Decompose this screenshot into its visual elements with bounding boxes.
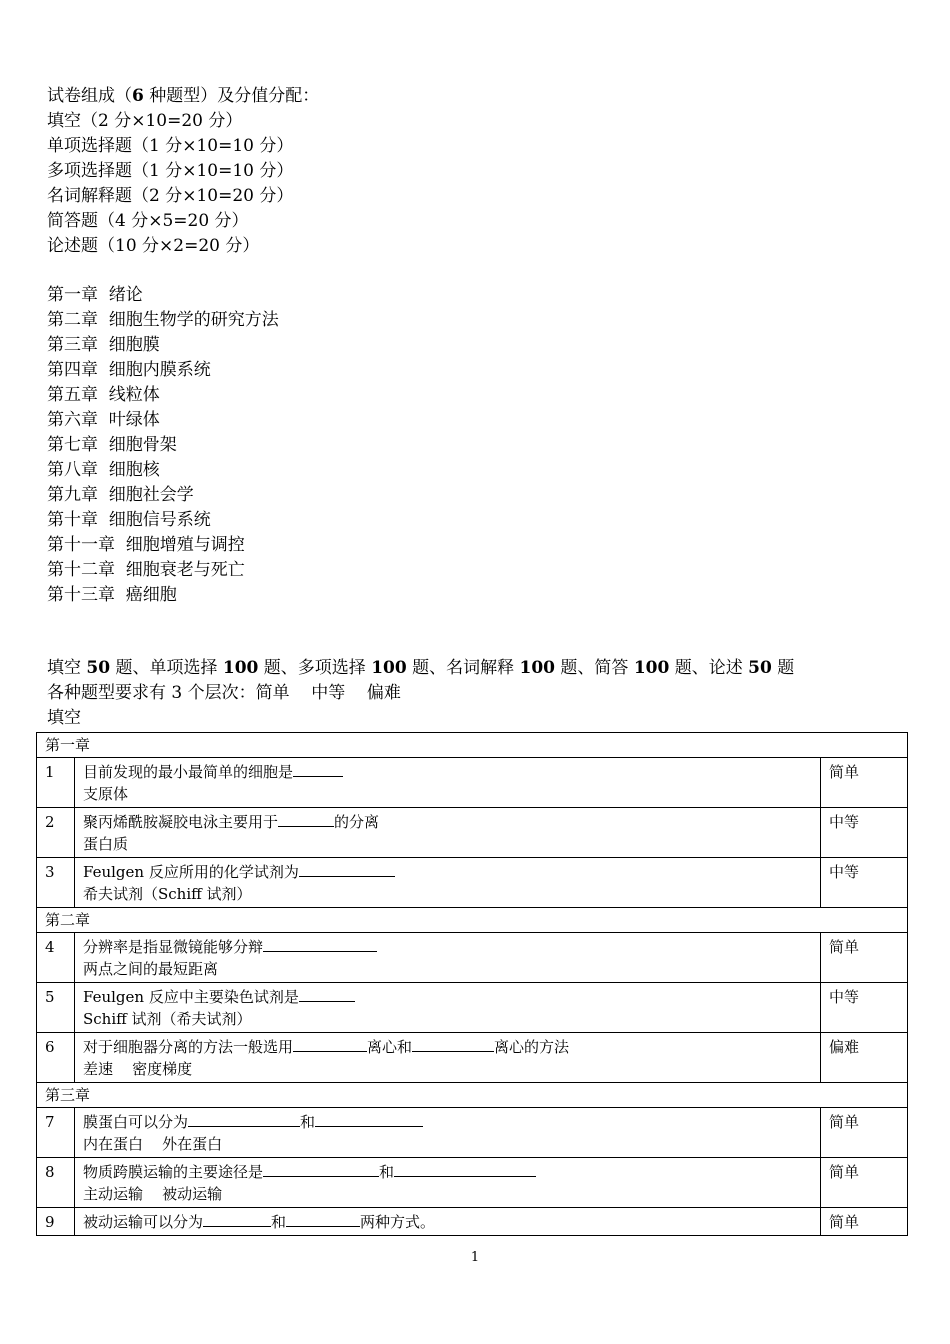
question-text: 两种方式。 — [360, 1213, 436, 1231]
question-text: 对于细胞器分离的方法一般选用 — [83, 1038, 294, 1056]
composition-heading: 试卷组成（6 种题型）及分值分配： — [47, 86, 320, 106]
answer-blank — [263, 1161, 379, 1177]
question-number: 1 — [37, 758, 75, 808]
question-cell — [75, 1158, 821, 1208]
question-text: 被动运输可以分为 — [83, 1213, 204, 1231]
answer-blank — [299, 861, 395, 877]
question-cell — [75, 1208, 821, 1236]
answer-text: 希夫试剂（Schiff 试剂） — [83, 885, 252, 903]
difficulty-label: 中等 — [821, 808, 908, 858]
difficulty-levels: 各种题型要求有 3 个层次：简单 中等 偏难 — [47, 683, 401, 703]
chapter-label: 第一章 — [37, 733, 908, 758]
question-text: 物质跨膜运输的主要途径是 — [83, 1163, 264, 1181]
question-text: 离心的方法 — [494, 1038, 570, 1056]
chapter-item: 第十章 细胞信号系统 — [47, 510, 211, 530]
question-cell — [75, 758, 821, 808]
question-row — [37, 758, 908, 808]
fill-blank-table — [36, 732, 908, 1236]
chapter-item: 第十一章 细胞增殖与调控 — [47, 535, 245, 555]
question-number: 5 — [37, 983, 75, 1033]
question-counts: 填空 50 题、单项选择 100 题、多项选择 100 题、名词解释 100 题、简答 100 题、论述 50 题 — [47, 658, 795, 678]
question-text: 和 — [271, 1213, 287, 1231]
chapter-item: 第五章 线粒体 — [47, 385, 160, 405]
difficulty-label: 中等 — [821, 858, 908, 908]
chapter-row — [37, 733, 908, 758]
difficulty-label: 简单 — [821, 1208, 908, 1236]
question-row — [37, 1158, 908, 1208]
chapter-item: 第二章 细胞生物学的研究方法 — [47, 310, 279, 330]
question-row — [37, 1108, 908, 1158]
answer-text: Schiff 试剂（希夫试剂） — [83, 1010, 252, 1028]
answer-blank — [286, 1211, 360, 1227]
answer-blank — [394, 1161, 536, 1177]
question-number: 8 — [37, 1158, 75, 1208]
difficulty-label: 偏难 — [821, 1033, 908, 1083]
answer-blank — [203, 1211, 271, 1227]
question-text: 膜蛋白可以分为 — [83, 1113, 189, 1131]
question-summary — [47, 656, 794, 731]
question-text: 离心和 — [367, 1038, 413, 1056]
question-number: 4 — [37, 933, 75, 983]
difficulty-label: 简单 — [821, 933, 908, 983]
question-number: 3 — [37, 858, 75, 908]
answer-text: 支原体 — [83, 785, 129, 803]
answer-blank — [412, 1036, 494, 1052]
chapter-item: 第八章 细胞核 — [47, 460, 160, 480]
chapter-item: 第三章 细胞膜 — [47, 335, 160, 355]
chapter-item: 第九章 细胞社会学 — [47, 485, 194, 505]
question-text: Feulgen 反应中主要染色试剂是 — [83, 988, 299, 1006]
question-cell — [75, 1033, 821, 1083]
chapter-label: 第三章 — [37, 1083, 908, 1108]
answer-blank — [315, 1111, 423, 1127]
question-cell — [75, 1108, 821, 1158]
score-line: 名词解释题（2 分×10=20 分） — [47, 186, 294, 206]
answer-text: 差速 密度梯度 — [83, 1060, 193, 1078]
question-text: 和 — [379, 1163, 395, 1181]
question-number: 2 — [37, 808, 75, 858]
score-line: 多项选择题（1 分×10=10 分） — [47, 161, 294, 181]
question-row — [37, 933, 908, 983]
question-text: 和 — [300, 1113, 316, 1131]
question-cell — [75, 983, 821, 1033]
answer-blank — [188, 1111, 300, 1127]
question-row — [37, 1033, 908, 1083]
chapter-row — [37, 1083, 908, 1108]
section-title: 填空 — [47, 708, 81, 728]
score-line: 填空（2 分×10=20 分） — [47, 111, 243, 131]
question-row — [37, 983, 908, 1033]
difficulty-label: 中等 — [821, 983, 908, 1033]
question-row — [37, 1208, 908, 1236]
score-line: 论述题（10 分×2=20 分） — [47, 236, 260, 256]
chapter-row — [37, 908, 908, 933]
question-text: 的分离 — [334, 813, 380, 831]
answer-text: 两点之间的最短距离 — [83, 960, 219, 978]
chapter-item: 第一章 绪论 — [47, 285, 143, 305]
question-number: 9 — [37, 1208, 75, 1236]
chapter-list — [47, 283, 279, 608]
answer-blank — [263, 936, 377, 952]
question-number: 6 — [37, 1033, 75, 1083]
question-text: Feulgen 反应所用的化学试剂为 — [83, 863, 299, 881]
chapter-item: 第七章 细胞骨架 — [47, 435, 177, 455]
difficulty-label: 简单 — [821, 758, 908, 808]
answer-blank — [293, 1036, 367, 1052]
question-number: 7 — [37, 1108, 75, 1158]
difficulty-label: 简单 — [821, 1108, 908, 1158]
question-cell — [75, 808, 821, 858]
chapter-item: 第六章 叶绿体 — [47, 410, 160, 430]
question-row — [37, 858, 908, 908]
exam-composition — [47, 84, 319, 259]
chapter-item: 第十三章 癌细胞 — [47, 585, 177, 605]
question-cell — [75, 933, 821, 983]
question-text: 聚丙烯酰胺凝胶电泳主要用于 — [83, 813, 279, 831]
question-text: 分辨率是指显微镜能够分辩 — [83, 938, 264, 956]
answer-text: 蛋白质 — [83, 835, 129, 853]
question-row — [37, 808, 908, 858]
chapter-item: 第十二章 细胞衰老与死亡 — [47, 560, 245, 580]
question-cell — [75, 858, 821, 908]
page-number: 1 — [470, 1250, 480, 1265]
chapter-item: 第四章 细胞内膜系统 — [47, 360, 211, 380]
difficulty-label: 简单 — [821, 1158, 908, 1208]
score-line: 单项选择题（1 分×10=10 分） — [47, 136, 294, 156]
chapter-label: 第二章 — [37, 908, 908, 933]
question-text: 目前发现的最小最简单的细胞是 — [83, 763, 294, 781]
answer-blank — [278, 811, 334, 827]
answer-blank — [293, 761, 343, 777]
score-line: 简答题（4 分×5=20 分） — [47, 211, 249, 231]
answer-text: 主动运输 被动运输 — [83, 1185, 223, 1203]
answer-text: 内在蛋白 外在蛋白 — [83, 1135, 223, 1153]
answer-blank — [299, 986, 355, 1002]
